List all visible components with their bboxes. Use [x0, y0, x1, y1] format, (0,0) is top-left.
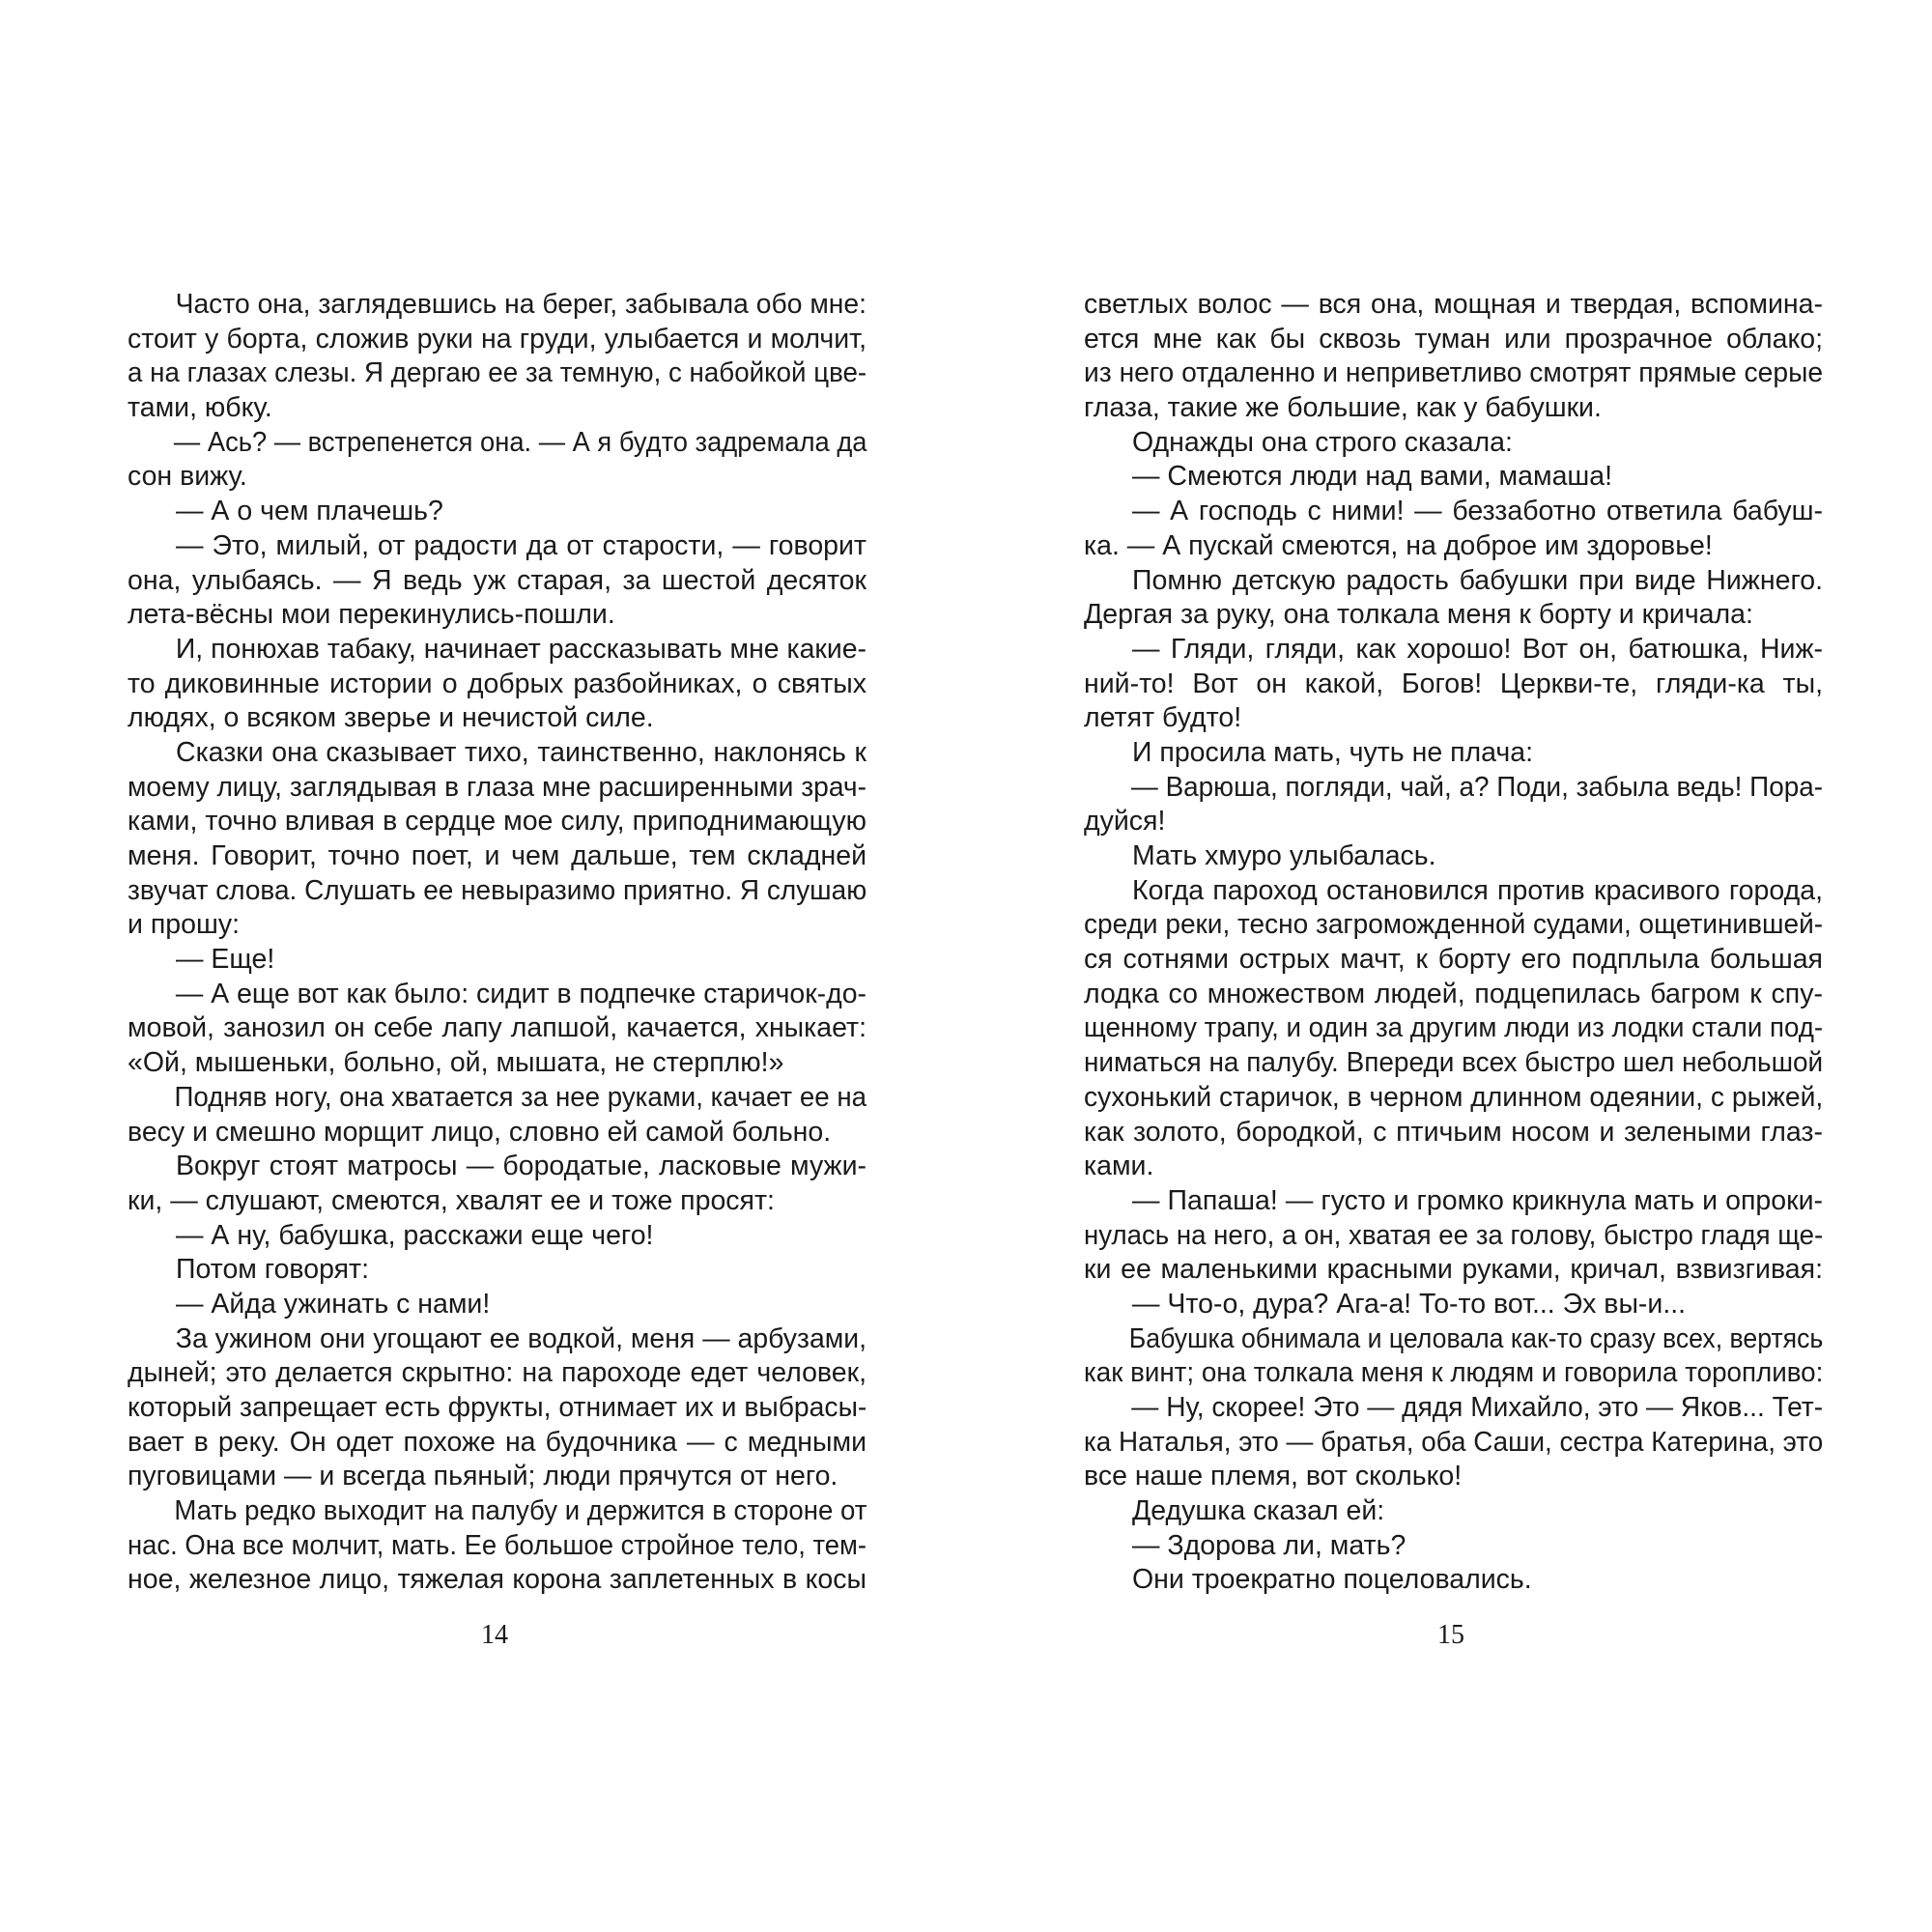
text-line: Однажды она строго сказала:	[1132, 426, 1513, 458]
text-line: — Айда ужинать с нами!	[176, 1288, 491, 1320]
text-line: — Здорова ли, мать?	[1132, 1529, 1406, 1561]
text-line: ками, точно вливая в сердце мое силу, приподнимающую	[128, 806, 867, 838]
text-line: мовой, занозил он себе лапу лапшой, качается, хныкает:	[128, 1012, 867, 1044]
text-line: а на глазах слезы. Я дергаю ее за темную, с набойкой цве-	[128, 357, 867, 389]
text-line: Мать редко выходит на палубу и держится в стороне от	[174, 1495, 867, 1527]
text-line: тами, юбку.	[128, 392, 272, 424]
text-line: среди реки, тесно загроможденной судами, ощетинившей-	[1084, 909, 1824, 941]
text-line: Дедушка сказал ей:	[1132, 1495, 1385, 1527]
text-line: как золото, бородкой, с птичьим носом и зелеными глаз-	[1084, 1116, 1823, 1148]
text-line: — Варюша, погляди, чай, а? Поди, забыла ведь! Пора-	[1130, 771, 1823, 803]
text-line: «Ой, мышеньки, больно, ой, мышата, не стерплю!»	[128, 1047, 784, 1079]
text-line: ний-то! Вот он какой, Богов! Церкви-те, гляди-ка ты,	[1084, 668, 1823, 699]
text-line: Когда пароход остановился против красивого города,	[1132, 874, 1823, 906]
text-line: то диковинные истории о добрых разбойниках, о святых	[128, 668, 867, 699]
text-line: светлых волос — вся она, мощная и твердая, вспомина-	[1084, 289, 1823, 320]
text-line: лета-вёсны мои перекинулись-пошли.	[128, 599, 615, 631]
text-line: ниматься на палубу. Впереди всех быстро шел небольшой	[1084, 1047, 1824, 1079]
text-line: она, улыбаясь. — Я ведь уж старая, за шестой десяток	[128, 564, 867, 596]
text-line: вает в реку. Он одет похоже на будочника — с медными	[128, 1426, 867, 1458]
text-line: лодка со множеством людей, подцепилась багром к спу-	[1084, 978, 1823, 1009]
left-page-text	[128, 288, 867, 1598]
text-line: меня. Говорит, точно поет, и чем дальше, тем складней	[128, 840, 867, 871]
text-line: нас. Она все молчит, мать. Ее большое стройное тело, тем-	[128, 1529, 867, 1561]
text-line: все наше племя, вот сколько!	[1084, 1461, 1463, 1492]
text-line: звучат слова. Слушать ее невыразимо приятно. Я слушаю	[128, 874, 867, 906]
text-line: И просила мать, чуть не плача:	[1132, 736, 1533, 768]
text-line: Вокруг стоят матросы — бородатые, ласковые мужи-	[176, 1151, 867, 1182]
text-line: — Что-о, дура? Ага-а! То-то вот... Эх вы-и...	[1132, 1288, 1687, 1320]
text-line: ся сотнями острых мачт, к борту его подплыла большая	[1084, 944, 1823, 976]
text-line: — Смеются люди над вами, мамаша!	[1132, 461, 1613, 493]
text-line: — А еще вот как было: сидит в подпечке старичок-до-	[175, 978, 867, 1009]
text-line: — А господь с ними! — беззаботно ответила бабуш-	[1132, 496, 1823, 527]
text-line: ка. — А пускай смеются, на доброе им здоровье!	[1084, 529, 1713, 561]
text-line: дуйся!	[1084, 806, 1166, 838]
text-line: глаза, такие же большие, как у бабушки.	[1084, 392, 1602, 424]
right-page-text	[1084, 288, 1823, 1598]
text-line: ное, железное лицо, тяжелая корона заплетенных в косы	[128, 1564, 867, 1596]
text-line: — А о чем плачешь?	[176, 496, 443, 527]
text-line: людях, о всяком зверье и нечистой силе.	[128, 702, 654, 734]
text-line: Подняв ногу, она хватается за нее руками, качает ее на	[174, 1081, 867, 1113]
text-line: — Еще!	[176, 944, 275, 976]
text-line: — Ась? — встрепенется она. — А я будто задремала да	[173, 426, 867, 458]
text-line: моему лицу, заглядывая в глаза мне расширенными зрач-	[128, 771, 867, 803]
text-line: Они троекратно поцеловались.	[1132, 1564, 1532, 1596]
text-line: И, понюхав табаку, начинает рассказывать мне какие-	[175, 633, 867, 665]
text-line: стоит у борта, сложив руки на груди, улыбается и молчит,	[128, 323, 867, 355]
text-line: ки, — слушают, смеются, хвалят ее и тоже просят:	[128, 1184, 775, 1216]
text-line: летят будто!	[1084, 702, 1242, 734]
text-line: — Гляди, гляди, как хорошо! Вот он, батюшка, Ниж-	[1132, 633, 1823, 665]
text-line: сон вижу.	[128, 461, 247, 493]
text-line: ка Наталья, это — братья, оба Саши, сестра Катерина, это	[1084, 1426, 1824, 1458]
text-line: весу и смешно морщит лицо, словно ей самой больно.	[128, 1116, 832, 1148]
text-line: сухонький старичок, в черном длинном одеянии, с рыжей,	[1084, 1081, 1824, 1113]
text-line: ется мне как бы сквозь туман или прозрачное облако;	[1084, 323, 1823, 355]
text-line: пуговицами — и всегда пьяный; люди прячутся от него.	[128, 1461, 838, 1492]
text-line: Дергая за руку, она толкала меня к борту и кричала:	[1084, 599, 1753, 631]
text-line: Помню детскую радость бабушки при виде Нижнего.	[1132, 564, 1823, 596]
text-line: Потом говорят:	[176, 1254, 370, 1286]
text-line: Мать хмуро улыбалась.	[1132, 840, 1436, 871]
text-line: как винт; она толкала меня к людям и говорила торопливо:	[1084, 1357, 1824, 1389]
text-line: Сказки она сказывает тихо, таинственно, наклонясь к	[176, 736, 867, 768]
text-line: из него отдаленно и неприветливо смотрят прямые серые	[1084, 357, 1824, 389]
text-line: Бабушка обнимала и целовала как-то сразу всех, вертясь	[1128, 1322, 1824, 1354]
text-line: — А ну, бабушка, расскажи еще чего!	[176, 1219, 654, 1251]
text-line: За ужином они угощают ее водкой, меня — арбузами,	[175, 1322, 867, 1354]
text-line: — Ну, скорее! Это — дядя Михайло, это — Яков... Тет-	[1131, 1392, 1824, 1423]
text-line: Часто она, заглядевшись на берег, забывала обо мне:	[175, 289, 867, 320]
text-line: который запрещает есть фрукты, отнимает их и выбрасы-	[128, 1392, 867, 1423]
text-line: дыней; это делается скрытно: на пароходе едет человек,	[128, 1357, 867, 1389]
text-line: нулась на него, а он, хватая ее за голову, быстро гладя ще-	[1084, 1219, 1824, 1251]
text-line: ки ее маленькими красными руками, кричал, взвизгивая:	[1084, 1254, 1823, 1286]
text-line: — Папаша! — густо и громко крикнула мать и опроки-	[1132, 1184, 1823, 1216]
text-line: и прошу:	[128, 909, 241, 941]
left-page-number: 14	[481, 1620, 508, 1650]
text-line: ками.	[1084, 1151, 1154, 1182]
text-line: — Это, милый, от радости да от старости, — говорит	[176, 529, 867, 561]
right-page-number: 15	[1437, 1620, 1464, 1650]
text-line: щенному трапу, и один за другим люди из лодки стали под-	[1084, 1012, 1824, 1044]
